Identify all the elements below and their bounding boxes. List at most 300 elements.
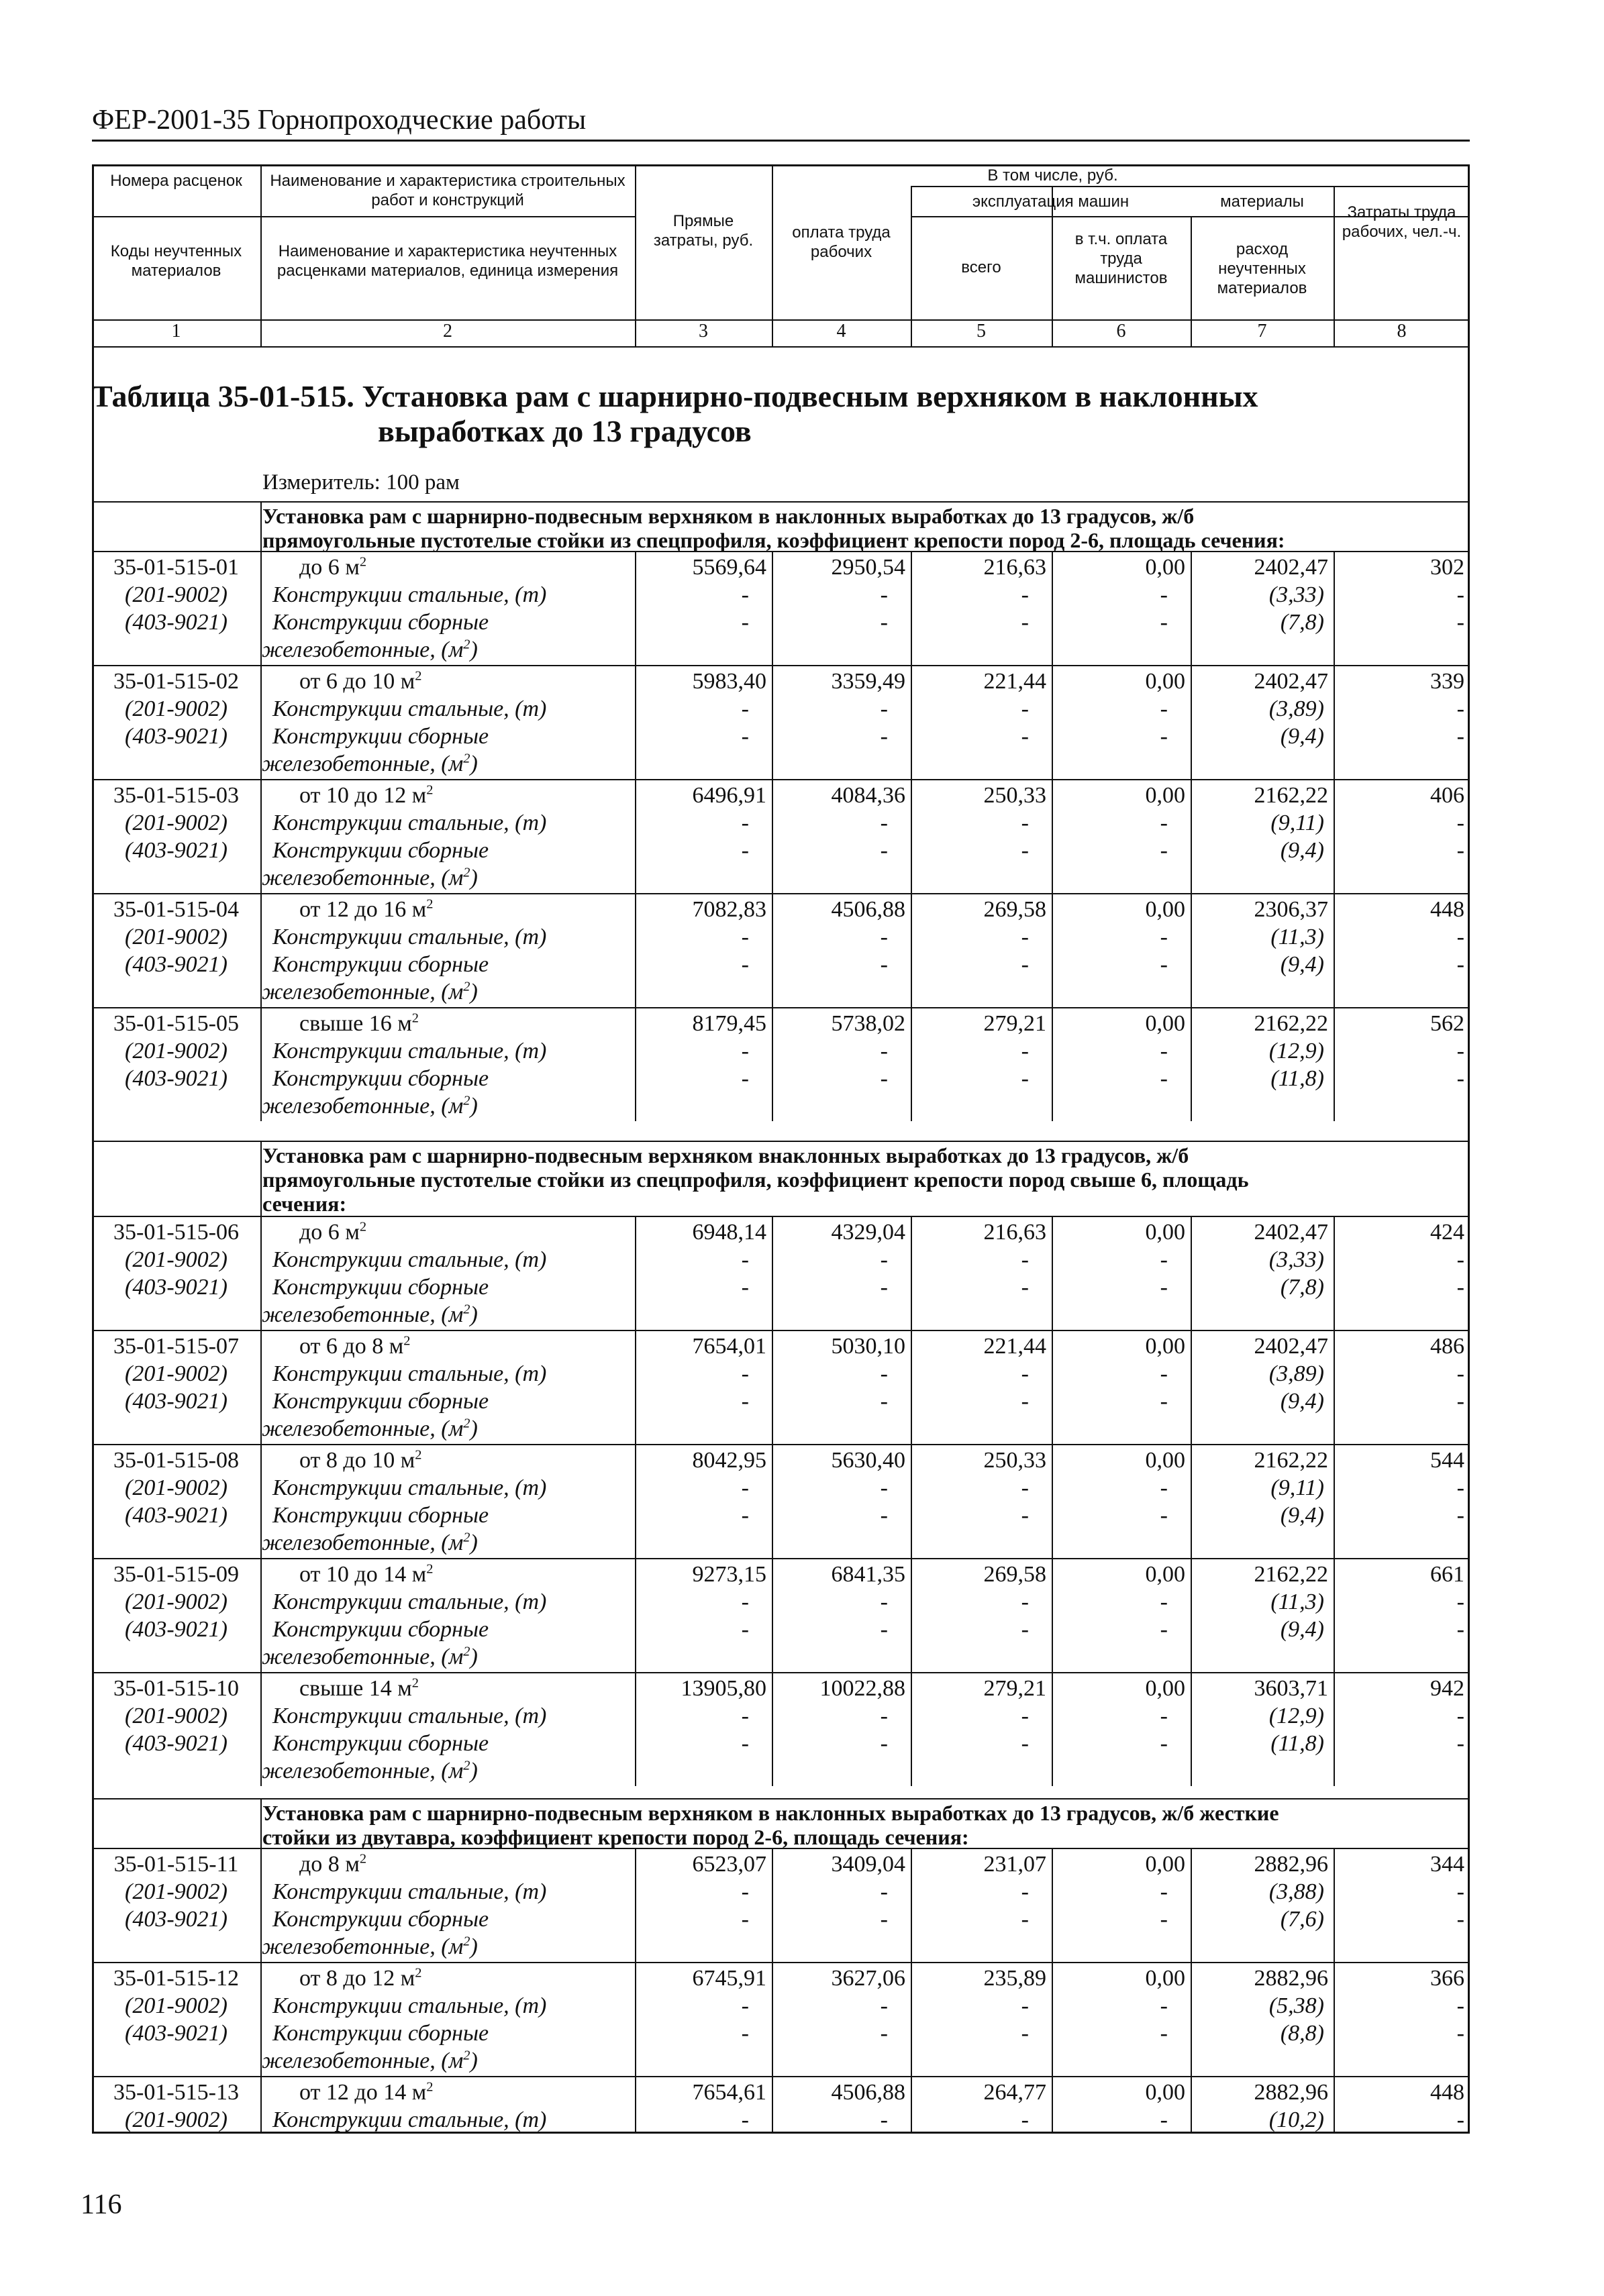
dash-cell: - [1456,1589,1464,1614]
value-c5: 264,77 [983,2080,1046,2105]
grid-hline [92,1141,1470,1142]
value-c5: 250,33 [983,783,1046,808]
grid-vline [1334,1962,1335,2076]
paren: ) [470,1530,478,1555]
material-qty: (9,4) [1280,838,1324,863]
grid-vline [772,1216,773,1330]
material-name-cont [262,1530,478,1556]
dash-cell: - [1160,838,1168,863]
grid-hline [92,1330,1470,1331]
value-c4: 3627,06 [831,1966,905,1991]
dash-cell: - [880,1731,888,1756]
dash-cell: - [880,1589,888,1614]
dash-cell: - [1456,838,1464,863]
unit-power: 2 [463,1758,470,1773]
value-c8: 344 [1430,1852,1464,1877]
col3-header: Прямые затраты, руб. [653,212,754,250]
material-qty: (7,8) [1280,1275,1324,1300]
dash-cell: - [880,696,888,721]
dash-cell: - [1021,1039,1029,1063]
grid-vline [1191,1444,1192,1558]
unit: м [411,1562,427,1587]
dash-cell: - [880,1704,888,1728]
value-c4: 6841,35 [831,1562,905,1587]
material-name-cont [262,751,478,777]
grid-hline [92,1444,1470,1445]
unit-power: 2 [359,1851,367,1867]
size-range: от 10 до 12 [299,783,407,808]
material-name: Конструкции сборные [272,1731,489,1756]
material-name-cont [262,1302,478,1328]
dash-cell: - [1160,1589,1168,1614]
dash-cell: - [880,1617,888,1642]
dash-cell: - [1021,1275,1029,1300]
material-name-text: железобетонные, (м [262,1934,464,1959]
material-name: Конструкции сборные [272,1389,489,1414]
grid-vline [1052,779,1053,893]
grid-vline [1052,1216,1053,1330]
material-code: (201-9002) [125,1879,228,1904]
grid-vline [1334,1848,1335,1962]
dash-cell: - [880,610,888,635]
material-code: (201-9002) [125,1704,228,1728]
material-code: (201-9002) [125,1247,228,1272]
section-heading-line1: Установка рам с шарнирно-подвесным верхняком в наклонных выработках до 13 градусов, ж/б жесткие [262,1801,1279,1825]
material-code: (403-9021) [125,1907,228,1932]
dash-cell: - [741,1879,749,1904]
unit: м [411,2080,427,2105]
material-name-text: железобетонные, (м [262,1759,464,1783]
value-c8: 448 [1430,897,1464,922]
grid-vline [772,2076,773,2134]
rate-code: 35-01-515-08 [113,1448,239,1473]
grid-hline [92,893,1470,894]
dash-cell: - [1160,1731,1168,1756]
unit: м [400,669,415,694]
grid-hline [92,216,635,217]
grid-vline [1052,1962,1053,2076]
value-c4: 3359,49 [831,669,905,694]
dash-cell: - [1456,582,1464,607]
material-name: Конструкции сборные [272,1503,489,1528]
material-name-cont [262,1416,478,1442]
material-name: Конструкции стальные, (т) [272,1879,547,1904]
material-qty: (10,2) [1268,2107,1324,2132]
grid-hline [92,1798,1470,1799]
grid-vline [1334,1007,1335,1121]
work-size [299,897,433,923]
grid-vline [1334,779,1335,893]
header-rule [92,140,1470,142]
dash-cell: - [1021,696,1029,721]
dash-cell: - [1160,1389,1168,1414]
dash-cell: - [1160,1066,1168,1091]
material-code: (201-9002) [125,1589,228,1614]
col5-header: всего [961,258,1001,276]
value-c8: 486 [1430,1334,1464,1359]
grid-vline [635,1007,636,1121]
paren: ) [470,1094,478,1118]
dash-cell: - [741,724,749,749]
dash-cell: - [880,1907,888,1932]
unit: м [345,1220,360,1245]
dash-cell: - [880,925,888,949]
rate-code: 35-01-515-11 [113,1852,239,1877]
value-c3: 7654,61 [692,2080,766,2105]
unit: м [345,1852,360,1877]
material-name: Конструкции стальные, (т) [272,1993,547,2018]
material-qty: (11,8) [1270,1731,1324,1756]
unit-power: 2 [426,782,434,798]
value-c8: 448 [1430,2080,1464,2105]
dash-cell: - [1021,1247,1029,1272]
material-qty: (9,11) [1270,1475,1324,1500]
material-name: Конструкции стальные, (т) [272,1247,547,1272]
material-code: (403-9021) [125,1503,228,1528]
grid-vline [911,1848,912,1962]
size-range: свыше 16 [299,1011,392,1036]
dash-cell: - [1456,1389,1464,1414]
col1-header: Номера расценок [110,172,242,190]
value-c7: 2162,22 [1254,1562,1328,1587]
value-c4: 5738,02 [831,1011,905,1036]
grid-vline [772,1848,773,1962]
size-range: свыше 14 [299,1676,392,1701]
unit-power: 2 [463,865,470,880]
grid-vline [911,665,912,779]
material-qty: (9,4) [1280,1503,1324,1528]
material-code: (403-9021) [125,1275,228,1300]
value-c3: 5983,40 [692,669,766,694]
dash-cell: - [1021,1475,1029,1500]
grid-vline [1191,1216,1192,1330]
grid-vline [1191,2076,1192,2134]
dash-cell: - [880,1275,888,1300]
grid-vline [635,1672,636,1786]
unit-power: 2 [463,637,470,652]
value-c3: 8179,45 [692,1011,766,1036]
dash-cell: - [1021,1907,1029,1932]
unit-power: 2 [426,1561,434,1577]
value-c7: 2402,47 [1254,1220,1328,1245]
material-code: (403-9021) [125,1066,228,1091]
paren: ) [470,1416,478,1441]
unit-power: 2 [415,668,422,684]
section-heading-line2: стойки из двутавра, коэффициент крепости пород 2-6, площадь сечения: [262,1825,969,1849]
unit-power: 2 [463,1644,470,1659]
dash-cell: - [741,2021,749,2046]
grid-vline [772,1007,773,1121]
material-qty: (11,8) [1270,1066,1324,1091]
material-name: Конструкции сборные [272,724,489,749]
material-name: Конструкции сборные [272,610,489,635]
dash-cell: - [1456,1361,1464,1386]
section-heading-line1: Установка рам с шарнирно-подвесным верхняком в наклонных выработках до 13 градусов, ж/б [262,504,1195,528]
grid-vline [260,2076,262,2134]
rate-code: 35-01-515-12 [113,1966,239,1991]
dash-cell: - [1160,1503,1168,1528]
grid-vline [911,1672,912,1786]
dash-cell: - [1456,724,1464,749]
value-c3: 9273,15 [692,1562,766,1587]
value-c5: 269,58 [983,1562,1046,1587]
dash-cell: - [1456,1275,1464,1300]
dash-cell: - [1021,1993,1029,2018]
grid-hline [92,1962,1470,1963]
running-header: ФЕР-2001-35 Горнопроходческие работы [92,105,587,136]
rate-code: 35-01-515-13 [113,2080,239,2105]
value-c7: 2162,22 [1254,1448,1328,1473]
dash-cell: - [1160,1275,1168,1300]
grid-vline [635,551,636,665]
grid-hline [92,1558,1470,1559]
grid-vline [911,779,912,893]
unit-power: 2 [463,1530,470,1545]
unit-power: 2 [415,1447,422,1463]
size-range: от 8 до 12 [299,1966,395,1991]
material-qty: (7,8) [1280,610,1324,635]
material-qty: (11,3) [1270,1589,1324,1614]
dash-cell: - [1160,811,1168,835]
work-size [299,1334,410,1359]
dash-cell: - [880,1247,888,1272]
paren: ) [470,751,478,776]
rate-code: 35-01-515-05 [113,1011,239,1036]
dash-cell: - [741,1731,749,1756]
grid-vline [1191,1007,1192,1121]
material-qty: (12,9) [1268,1039,1324,1063]
material-name-text: железобетонные, (м [262,1416,464,1441]
dash-cell: - [1021,811,1029,835]
material-name-text: железобетонные, (м [262,1094,464,1118]
dash-cell: - [1021,1731,1029,1756]
dash-cell: - [1160,1704,1168,1728]
unit-power: 2 [359,554,367,570]
work-size [299,783,433,808]
dash-cell: - [880,1879,888,1904]
materials-header: материалы [1220,193,1304,211]
grid-vline [1191,1672,1192,1786]
grid-vline [635,779,636,893]
dash-cell: - [1021,1389,1029,1414]
column-number: 3 [699,321,708,342]
dash-cell: - [1456,811,1464,835]
material-code: (201-9002) [125,2107,228,2132]
work-size [299,669,421,694]
unit-power: 2 [463,751,470,766]
material-qty: (3,89) [1268,1361,1324,1386]
col2-subheader: Наименование и характеристика неучтенных расценками материалов, единица измерения [277,242,619,280]
unit-power: 2 [463,2048,470,2063]
column-number: 2 [443,321,452,342]
dash-cell: - [1456,1993,1464,2018]
dash-cell: - [1456,1907,1464,1932]
value-c6: 0,00 [1145,669,1185,694]
material-name-text: железобетонные, (м [262,1530,464,1555]
grid-vline [1052,1848,1053,1962]
column-number: 6 [1116,321,1126,342]
value-c6: 0,00 [1145,1852,1185,1877]
column-number: 5 [976,321,986,342]
value-c4: 4329,04 [831,1220,905,1245]
material-qty: (3,89) [1268,696,1324,721]
value-c4: 4506,88 [831,2080,905,2105]
unit: м [345,555,360,580]
dash-cell: - [1160,1617,1168,1642]
grid-vline [635,2076,636,2134]
material-name: Конструкции стальные, (т) [272,1475,547,1500]
rate-code: 35-01-515-10 [113,1676,239,1701]
rate-code: 35-01-515-02 [113,669,239,694]
dash-cell: - [880,1993,888,2018]
grid-vline [1052,1444,1053,1558]
grid-vline [911,893,912,1007]
material-code: (201-9002) [125,1993,228,2018]
grid-vline [1052,1558,1053,1672]
value-c4: 5630,40 [831,1448,905,1473]
grid-vline [772,551,773,665]
dash-cell: - [741,1275,749,1300]
unit-power: 2 [463,979,470,994]
grid-hline [911,186,1470,187]
value-c3: 8042,95 [692,1448,766,1473]
col1-subheader: Коды неучтенных материалов [110,242,242,280]
material-code: (403-9021) [125,1617,228,1642]
material-code: (201-9002) [125,1361,228,1386]
value-c3: 7082,83 [692,897,766,922]
paren: ) [470,1934,478,1959]
dash-cell: - [880,838,888,863]
material-name: Конструкции стальные, (т) [272,811,547,835]
dash-cell: - [1021,610,1029,635]
material-code: (403-9021) [125,724,228,749]
material-name: Конструкции стальные, (т) [272,582,547,607]
dash-cell: - [1456,2021,1464,2046]
material-name: Конструкции сборные [272,952,489,977]
dash-cell: - [1456,696,1464,721]
size-range: до 8 [299,1852,340,1877]
unit: м [397,1676,412,1701]
grid-vline [772,1330,773,1444]
material-code: (403-9021) [125,1389,228,1414]
material-name-cont [262,866,478,891]
dash-cell: - [1160,1475,1168,1500]
dash-cell: - [1160,724,1168,749]
value-c4: 2950,54 [831,555,905,580]
material-name-cont [262,637,478,663]
dash-cell: - [1456,2107,1464,2132]
section-heading-line1: Установка рам с шарнирно-подвесным верхняком внаклонных выработках до 13 градусов, ж/б [262,1143,1189,1167]
unit-power: 2 [359,1219,367,1235]
material-name-text: железобетонные, (м [262,751,464,776]
col2-header: Наименование и характеристика строительных работ и конструкций [270,172,625,209]
grid-hline [92,665,1470,666]
unit-power: 2 [463,1093,470,1108]
dash-cell: - [1021,925,1029,949]
grid-vline [635,665,636,779]
size-range: от 10 до 14 [299,1562,407,1587]
table-title-line2: выработках до 13 градусов [378,414,752,448]
machines-header: эксплуатация машин [972,193,1130,211]
dash-cell: - [741,1704,749,1728]
grid-vline [635,1330,636,1444]
work-size [299,1011,419,1037]
value-c6: 0,00 [1145,1966,1185,1991]
value-c5: 231,07 [983,1852,1046,1877]
meter-label: Измеритель: 100 рам [262,470,460,494]
value-c8: 366 [1430,1966,1464,1991]
grid-vline [1191,893,1192,1007]
value-c6: 0,00 [1145,1334,1185,1359]
dash-cell: - [880,1475,888,1500]
material-qty: (3,33) [1268,582,1324,607]
material-name-text: железобетонные, (м [262,637,464,662]
grid-vline [260,1141,262,1216]
value-c3: 6745,91 [692,1966,766,1991]
dash-cell: - [1021,1617,1029,1642]
dash-cell: - [1456,1503,1464,1528]
material-qty: (5,38) [1268,1993,1324,2018]
dash-cell: - [741,811,749,835]
material-name: Конструкции стальные, (т) [272,1589,547,1614]
size-range: от 12 до 14 [299,2080,407,2105]
grid-hline [92,346,1470,348]
value-c8: 424 [1430,1220,1464,1245]
grid-vline [772,779,773,893]
value-c4: 10022,88 [819,1676,905,1701]
grid-hline [92,1216,1470,1217]
group-header: В том числе, руб. [987,166,1118,185]
value-c8: 406 [1430,783,1464,808]
size-range: от 8 до 10 [299,1448,395,1473]
value-c8: 339 [1430,669,1464,694]
grid-vline [1191,1962,1192,2076]
value-c7: 2162,22 [1254,783,1328,808]
unit-power: 2 [463,1302,470,1317]
value-c6: 0,00 [1145,783,1185,808]
work-size [299,1966,421,1991]
size-range: до 6 [299,1220,340,1245]
unit: м [411,783,427,808]
dash-cell: - [1160,1039,1168,1063]
dash-cell: - [880,724,888,749]
value-c6: 0,00 [1145,1011,1185,1036]
material-name-text: железобетонные, (м [262,1302,464,1327]
dash-cell: - [741,1389,749,1414]
unit-power: 2 [415,1965,422,1981]
grid-hline [92,2076,1470,2077]
grid-vline [635,893,636,1007]
value-c3: 6496,91 [692,783,766,808]
table-title-line1: Таблица 35-01-515. Установка рам с шарнирно-подвесным верхняком в наклонных [92,379,1258,413]
size-range: от 6 до 8 [299,1334,384,1359]
column-number: 7 [1257,321,1267,342]
grid-vline [635,164,636,346]
grid-vline [911,1558,912,1672]
unit-power: 2 [463,1416,470,1431]
dash-cell: - [1021,2107,1029,2132]
value-c8: 562 [1430,1011,1464,1036]
material-qty: (9,4) [1280,724,1324,749]
unit-power: 2 [463,1934,470,1949]
dash-cell: - [741,1247,749,1272]
work-size [299,1220,366,1245]
material-code: (201-9002) [125,811,228,835]
material-qty: (9,4) [1280,1389,1324,1414]
dash-cell: - [1021,952,1029,977]
grid-vline [911,1007,912,1121]
material-name: Конструкции сборные [272,1066,489,1091]
